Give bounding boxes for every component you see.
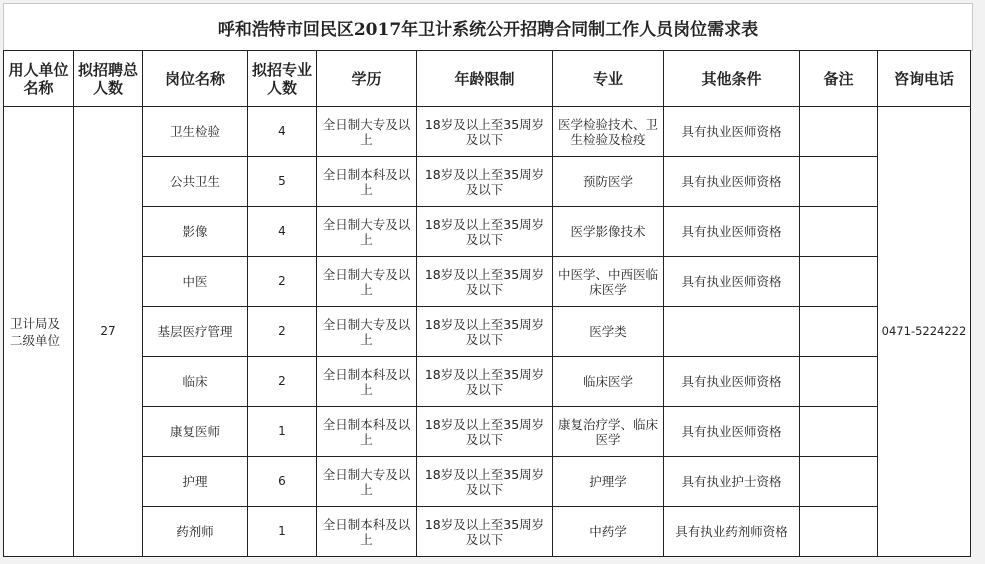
count-cell: 2 xyxy=(248,307,317,357)
count-cell: 4 xyxy=(248,107,317,157)
header-major: 专业 xyxy=(553,51,664,107)
education-cell: 全日制大专及以上 xyxy=(317,207,417,257)
age-cell: 18岁及以上至35周岁及以下 xyxy=(417,457,553,507)
other-cell: 具有执业药剂师资格 xyxy=(664,507,800,557)
table-row xyxy=(4,157,971,207)
count-cell: 6 xyxy=(248,457,317,507)
age-cell: 18岁及以上至35周岁及以下 xyxy=(417,507,553,557)
post-cell: 卫生检验 xyxy=(143,107,248,157)
age-cell: 18岁及以上至35周岁及以下 xyxy=(417,407,553,457)
remark-cell xyxy=(800,457,878,507)
education-cell: 全日制大专及以上 xyxy=(317,307,417,357)
major-cell: 医学影像技术 xyxy=(553,207,664,257)
other-cell: 具有执业护士资格 xyxy=(664,457,800,507)
header-total: 拟招聘总人数 xyxy=(74,51,143,107)
education-cell: 全日制大专及以上 xyxy=(317,257,417,307)
post-cell: 临床 xyxy=(143,357,248,407)
header-unit: 用人单位名称 xyxy=(4,51,74,107)
age-cell: 18岁及以上至35周岁及以下 xyxy=(417,157,553,207)
major-cell: 康复治疗学、临床医学 xyxy=(553,407,664,457)
count-cell: 2 xyxy=(248,257,317,307)
other-cell xyxy=(664,307,800,357)
remark-cell xyxy=(800,507,878,557)
header-count: 拟招专业人数 xyxy=(248,51,317,107)
other-cell: 具有执业医师资格 xyxy=(664,257,800,307)
header-other: 其他条件 xyxy=(664,51,800,107)
count-cell: 4 xyxy=(248,207,317,257)
post-cell: 影像 xyxy=(143,207,248,257)
header-remark: 备注 xyxy=(800,51,878,107)
header-education: 学历 xyxy=(317,51,417,107)
major-cell: 医学检验技术、卫生检验及检疫 xyxy=(553,107,664,157)
education-cell: 全日制大专及以上 xyxy=(317,457,417,507)
major-cell: 护理学 xyxy=(553,457,664,507)
total-count-cell: 27 xyxy=(74,107,143,557)
recruitment-table xyxy=(3,50,971,557)
table-row xyxy=(4,107,971,157)
count-cell: 2 xyxy=(248,357,317,407)
phone-cell: 0471-5224222 xyxy=(878,107,971,557)
remark-cell xyxy=(800,257,878,307)
header-age: 年龄限制 xyxy=(417,51,553,107)
remark-cell xyxy=(800,107,878,157)
age-cell: 18岁及以上至35周岁及以下 xyxy=(417,107,553,157)
education-cell: 全日制大专及以上 xyxy=(317,107,417,157)
header-phone: 咨询电话 xyxy=(878,51,971,107)
major-cell: 中医学、中西医临床医学 xyxy=(553,257,664,307)
post-cell: 药剂师 xyxy=(143,507,248,557)
post-cell: 护理 xyxy=(143,457,248,507)
education-cell: 全日制本科及以上 xyxy=(317,407,417,457)
table-body xyxy=(4,107,971,557)
table-row xyxy=(4,257,971,307)
age-cell: 18岁及以上至35周岁及以下 xyxy=(417,357,553,407)
count-cell: 1 xyxy=(248,507,317,557)
age-cell: 18岁及以上至35周岁及以下 xyxy=(417,307,553,357)
unit-name-cell: 卫计局及二级单位 xyxy=(4,107,74,557)
remark-cell xyxy=(800,207,878,257)
other-cell: 具有执业医师资格 xyxy=(664,357,800,407)
post-cell: 公共卫生 xyxy=(143,157,248,207)
table-row xyxy=(4,357,971,407)
age-cell: 18岁及以上至35周岁及以下 xyxy=(417,207,553,257)
other-cell: 具有执业医师资格 xyxy=(664,207,800,257)
major-cell: 临床医学 xyxy=(553,357,664,407)
post-cell: 中医 xyxy=(143,257,248,307)
major-cell: 医学类 xyxy=(553,307,664,357)
count-cell: 1 xyxy=(248,407,317,457)
table-row xyxy=(4,307,971,357)
major-cell: 预防医学 xyxy=(553,157,664,207)
education-cell: 全日制本科及以上 xyxy=(317,157,417,207)
table-row xyxy=(4,407,971,457)
table-title: 呼和浩特市回民区2017年卫计系统公开招聘合同制工作人员岗位需求表 xyxy=(3,3,973,51)
table-row xyxy=(4,507,971,557)
other-cell: 具有执业医师资格 xyxy=(664,157,800,207)
table-row xyxy=(4,207,971,257)
major-cell: 中药学 xyxy=(553,507,664,557)
other-cell: 具有执业医师资格 xyxy=(664,107,800,157)
remark-cell xyxy=(800,407,878,457)
education-cell: 全日制本科及以上 xyxy=(317,357,417,407)
post-cell: 基层医疗管理 xyxy=(143,307,248,357)
header-post: 岗位名称 xyxy=(143,51,248,107)
other-cell: 具有执业医师资格 xyxy=(664,407,800,457)
remark-cell xyxy=(800,157,878,207)
remark-cell xyxy=(800,357,878,407)
table-row xyxy=(4,457,971,507)
education-cell: 全日制本科及以上 xyxy=(317,507,417,557)
remark-cell xyxy=(800,307,878,357)
header-row xyxy=(4,51,971,107)
post-cell: 康复医师 xyxy=(143,407,248,457)
count-cell: 5 xyxy=(248,157,317,207)
age-cell: 18岁及以上至35周岁及以下 xyxy=(417,257,553,307)
